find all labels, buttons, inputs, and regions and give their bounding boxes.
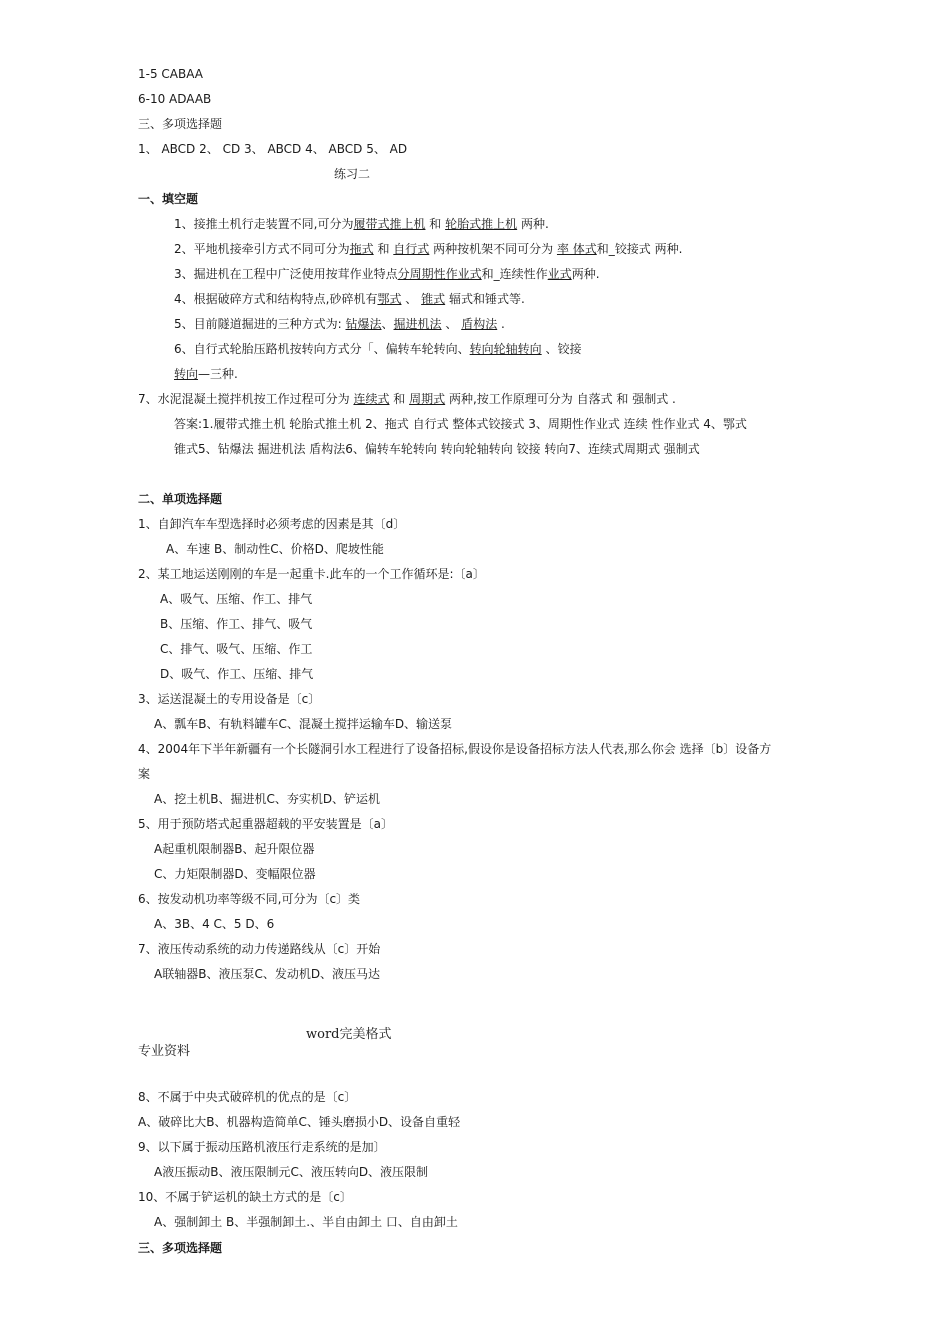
fill-q6-cont: 转向—三种. (174, 367, 238, 381)
fill-blank-heading: 一、填空题 (138, 192, 199, 206)
multi-choice-heading-2: 三、多项选择题 (138, 1241, 223, 1255)
fill-q3: 3、掘进机在工程中广泛使用按茸作业特点分周期性作业式和_连续性作业式两种. (174, 267, 600, 281)
single-q5-options-2: C、力矩限制器D、变幅限位器 (154, 867, 316, 881)
single-q5-options-1: A起重机限制器B、起升限位器 (154, 842, 315, 856)
answer-line-1-5: 1-5 CABAA (138, 67, 203, 81)
single-q9: 9、以下属于振动压路机液压行走系统的是加〕 (138, 1140, 386, 1154)
single-q4-cont: 案 (138, 767, 151, 781)
fill-answer-line-2: 锥式5、钻爆法 掘进机法 盾构法6、偏转车轮转向 转向轮轴转向 铰接 转向7、连续式周期式 强制式 (174, 442, 700, 456)
answer-line-6-10: 6-10 ADAAB (138, 92, 212, 106)
single-q8: 8、不属于中央式破碎机的优点的是〔c〕 (138, 1090, 357, 1104)
fill-q2: 2、平地机接牵引方式不同可分为拖式 和 自行式 两种按机架不同可分为 率 体式和_铰接式 两种. (174, 242, 683, 256)
footer-center-label: word完美格式 (306, 1027, 392, 1042)
single-q6-options: A、3B、4 C、5 D、6 (154, 917, 275, 931)
single-q2-option-b: B、压缩、作工、排气、吸气 (160, 617, 313, 631)
multi-choice-heading: 三、多项选择题 (138, 117, 223, 131)
multi-choice-answers: 1、 ABCD 2、 CD 3、 ABCD 4、 ABCD 5、 AD (138, 142, 408, 156)
fill-q1: 1、接推土机行走装置不同,可分为履带式推上机 和 轮胎式推上机 两种. (174, 217, 549, 231)
exercise-title: 练习二 (334, 167, 371, 181)
footer-left-label: 专业资料 (138, 1044, 191, 1059)
fill-q1-blank-2: 轮胎式推上机 (445, 217, 518, 231)
single-q4: 4、2004年下半年新疆有一个长隧洞引水工程进行了设备招标,假设你是设备招标方法人代表,那么你会 选择〔b〕设备方 (138, 742, 772, 756)
single-q6: 6、按发动机功率等级不同,可分为〔c〕类 (138, 892, 361, 906)
single-q2-option-c: C、排气、吸气、压缩、作工 (160, 642, 313, 656)
fill-q4: 4、根据破碎方式和结构特点,砂碎机有鄂式 、 锥式 辐式和锤式等. (174, 292, 525, 306)
single-q2-option-a: A、吸气、压缩、作工、排气 (160, 592, 313, 606)
single-q2-option-d: D、吸气、作工、压缩、排气 (160, 667, 314, 681)
fill-answer-line-1: 答案:1.履带式推土机 轮胎式推土机 2、拖式 自行式 整体式铰接式 3、周期性作业式 连续 性作业式 4、鄂式 (174, 417, 747, 431)
single-q1-options: A、车速 B、制动性C、价格D、爬坡性能 (166, 542, 384, 556)
single-q3: 3、运送混凝土的专用设备是〔c〕 (138, 692, 321, 706)
single-q3-options: A、瓢车B、有轨料罐车C、混凝土搅拌运输车D、输送泵 (154, 717, 453, 731)
single-q4-options: A、挖土机B、掘进机C、夯实机D、铲运机 (154, 792, 381, 806)
single-q8-options: A、破碎比大B、机器构造简单C、锤头磨损小D、设备自重轻 (138, 1115, 461, 1129)
fill-q7: 7、水泥混凝土搅拌机按工作过程可分为 连续式 和 周期式 两种,按工作原理可分为 自落式 和 强制式 . (138, 392, 676, 406)
single-choice-heading: 二、单项选择题 (138, 492, 223, 506)
single-q7-options: A联轴器B、液压泵C、发动机D、液压马达 (154, 967, 381, 981)
single-q5: 5、用于预防塔式起重器超载的平安装置是〔a〕 (138, 817, 393, 831)
single-q10: 10、不属于铲运机的缺土方式的是〔c〕 (138, 1190, 352, 1204)
fill-q5: 5、目前隧道掘进的三种方式为: 钻爆法、掘进机法 、 盾构法 . (174, 317, 505, 331)
single-q2: 2、某工地运送刚刚的车是一起重卡.此车的一个工作循环是:〔a〕 (138, 567, 485, 581)
single-q10-options: A、强制卸土 B、半强制卸土.、半自由卸土 口、自由卸土 (154, 1215, 458, 1229)
single-q7: 7、液压传动系统的动力传递路线从〔c〕开始 (138, 942, 381, 956)
fill-q6: 6、自行式轮胎压路机按转向方式分「、偏转车轮转向、转向轮轴转向 、铰接 (174, 342, 582, 356)
fill-q1-blank-1: 履带式推上机 (353, 217, 426, 231)
single-q1: 1、自卸汽车车型选择时必须考虑的因素是其〔d〕 (138, 517, 406, 531)
single-q9-options: A液压振动B、液压限制元C、液压转向D、液压限制 (154, 1165, 429, 1179)
